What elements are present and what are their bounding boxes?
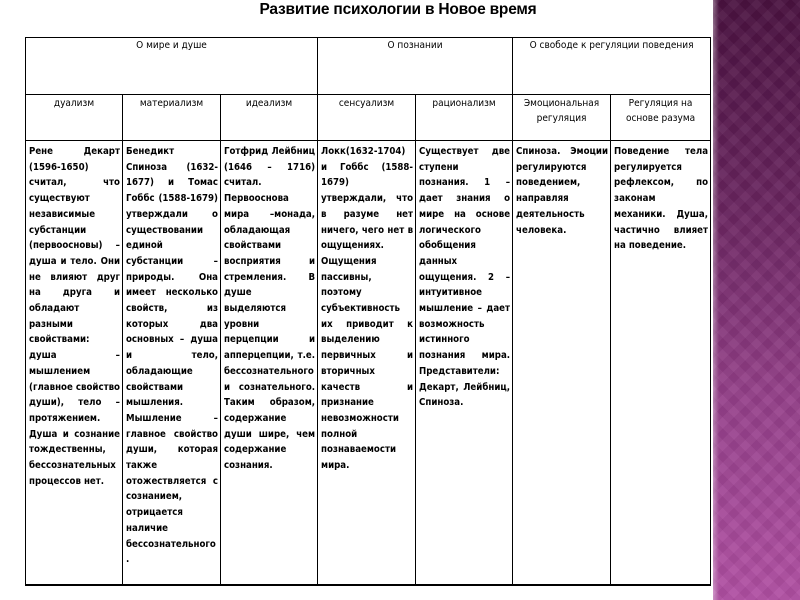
cell-text: Локк(1632-1704) и Гоббс (1588-1679) утверждали, что в разуме нет ничего, чего нет в ощущениях. Ощущения пассивны, поэтому субъективность их приводит к выделению первичных и вторичных качеств и признание невозможности полной познаваемости мира. bbox=[321, 146, 414, 472]
cell-emotional-regulation bbox=[513, 141, 611, 586]
cell-text: Готфрид Лейбниц (1646 – 1716) считал. Первооснова мира –монада, обладающая свойствами восприятия и стремления. В душе выделяются уровни перцепции и апперцепции, т.е. бессознательного и сознательного. Таким образом, содержание души шире, чем содержание сознания. bbox=[224, 146, 316, 472]
group-header-cognition: О познании bbox=[318, 38, 513, 95]
column-header-emotional-regulation: Эмоциональная регуляция bbox=[513, 95, 611, 141]
column-header-sensualism: сенсуализм bbox=[318, 95, 416, 141]
cell-reason-regulation bbox=[611, 141, 711, 586]
column-header-rationalism: рационализм bbox=[416, 95, 513, 141]
column-header-dualism: дуализм bbox=[26, 95, 123, 141]
psychology-table bbox=[25, 37, 711, 586]
column-header-materialism: материализм bbox=[123, 95, 221, 141]
group-header-world-soul: О мире и душе bbox=[26, 38, 318, 95]
group-header-row bbox=[26, 38, 711, 95]
cell-dualism bbox=[26, 141, 123, 586]
column-header-idealism: идеализм bbox=[221, 95, 318, 141]
cell-text: Бенедикт Спиноза (1632-1677) и Томас Гоббс (1588-1679) утверждали о существовании единой субстанции – природы. Она имеет несколько свойств, из которых два основных – душа и тело, обладающие свойствами мышления. Мышление – главное свойство души, которая также отожествляется с сознанием, отрицается наличие бессознательного. bbox=[126, 146, 218, 566]
column-header-row bbox=[26, 95, 711, 141]
decorative-side-panel bbox=[713, 0, 800, 600]
cell-text: Поведение тела регулируется рефлексом, по законам механики. Душа, частично влияет на поведение. bbox=[614, 146, 709, 252]
cell-text: Существует две ступени познания. 1 – дает знания о мире на основе логического обобщения данных ощущения. 2 – интуитивное мышление – дает возможность истинного познания мира. Представители: Декарт, Лейбниц, Спиноза. bbox=[419, 146, 511, 409]
group-header-freedom-regulation: О свободе к регуляции поведения bbox=[513, 38, 711, 95]
slide-title: Развитие психологии в Новое время bbox=[259, 1, 537, 18]
cell-rationalism bbox=[416, 141, 513, 586]
cell-text: Спиноза. Эмоции регулируются поведением, направляя деятельность человека. bbox=[516, 146, 609, 236]
column-header-reason-regulation: Регуляция на основе разума bbox=[611, 95, 711, 141]
cell-idealism bbox=[221, 141, 318, 586]
cell-text: Рене Декарт (1596-1650) считал, что существуют независимые субстанции (первоосновы) – душа и тело. Они не влияют друг на друга и обладают разными свойствами: душа – мышлением (главное свойство души), тело – протяжением. Душа и сознание тождественны, бессознательных процессов нет. bbox=[29, 146, 120, 487]
content-row bbox=[26, 141, 711, 586]
cell-materialism bbox=[123, 141, 221, 586]
cell-sensualism bbox=[318, 141, 416, 586]
